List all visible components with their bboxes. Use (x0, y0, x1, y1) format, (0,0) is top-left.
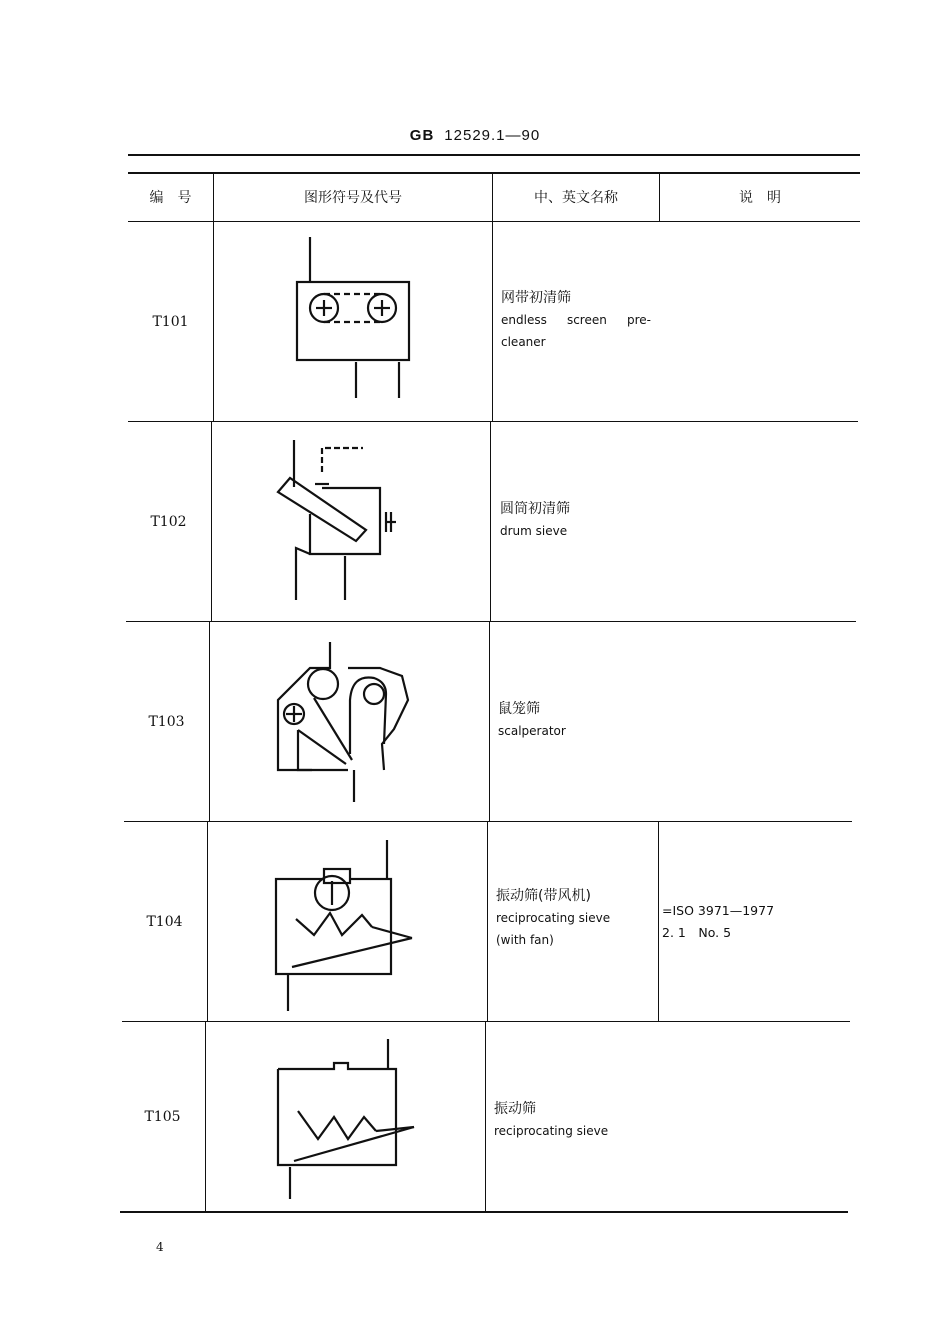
name-zh: 振动筛 (494, 1101, 536, 1117)
document-header (0, 127, 950, 144)
row-name-t105 (494, 1098, 654, 1142)
drum-sieve-symbol (270, 432, 420, 607)
standard-number: 12529.1—90 (444, 127, 541, 144)
column-divider (209, 621, 210, 822)
row-name-t104 (496, 885, 656, 951)
column-header-note: 说 明 (739, 190, 781, 206)
row-name-t103 (498, 698, 648, 742)
note-line: =ISO 3971—1977 (662, 903, 775, 918)
header-rule (128, 154, 860, 156)
standard-prefix: GB (409, 127, 435, 144)
endless-screen-precleaner-symbol (270, 230, 440, 410)
scalperator-symbol (268, 634, 428, 809)
row-name-t102 (500, 498, 650, 542)
column-divider (205, 1021, 206, 1212)
name-en: drum sieve (500, 524, 568, 538)
column-divider (487, 821, 488, 1022)
name-en-suffix: (with fan) (496, 933, 554, 947)
page-number: 4 (156, 1240, 164, 1254)
column-divider (211, 421, 212, 622)
column-header-rule (128, 221, 860, 222)
table-bottom-rule (120, 1211, 848, 1213)
column-divider (489, 621, 490, 822)
name-zh: 振动筛(带风机) (496, 888, 591, 904)
column-header-symbol: 图形符号及代号 (304, 190, 402, 206)
column-header-code: 编 号 (149, 190, 192, 206)
column-divider (485, 1021, 486, 1212)
row-code-t104: T104 (146, 913, 183, 930)
row-name-t101 (501, 287, 651, 353)
column-divider (490, 421, 491, 622)
note-line: 2. 1 No. 5 (662, 925, 732, 940)
row-code-t105: T105 (144, 1108, 181, 1125)
name-zh: 鼠笼筛 (498, 701, 540, 717)
reciprocating-sieve-symbol (264, 1035, 424, 1205)
row-code-t101: T101 (152, 313, 189, 330)
name-zh: 网带初清筛 (501, 290, 571, 306)
reciprocating-sieve-with-fan-symbol (266, 835, 426, 1015)
row-code-t103: T103 (148, 713, 185, 730)
row-note-t104 (662, 900, 852, 944)
name-en: scalperator (498, 724, 566, 738)
name-zh: 圆筒初清筛 (500, 501, 570, 517)
column-header-name: 中、英文名称 (534, 190, 618, 206)
name-en: reciprocating sieve (494, 1124, 609, 1138)
column-divider (658, 821, 659, 1022)
column-divider (207, 821, 208, 1022)
name-en: reciprocating sieve (496, 911, 611, 925)
name-en: endless screen pre-cleaner (501, 313, 651, 349)
row-code-t102: T102 (150, 513, 187, 530)
